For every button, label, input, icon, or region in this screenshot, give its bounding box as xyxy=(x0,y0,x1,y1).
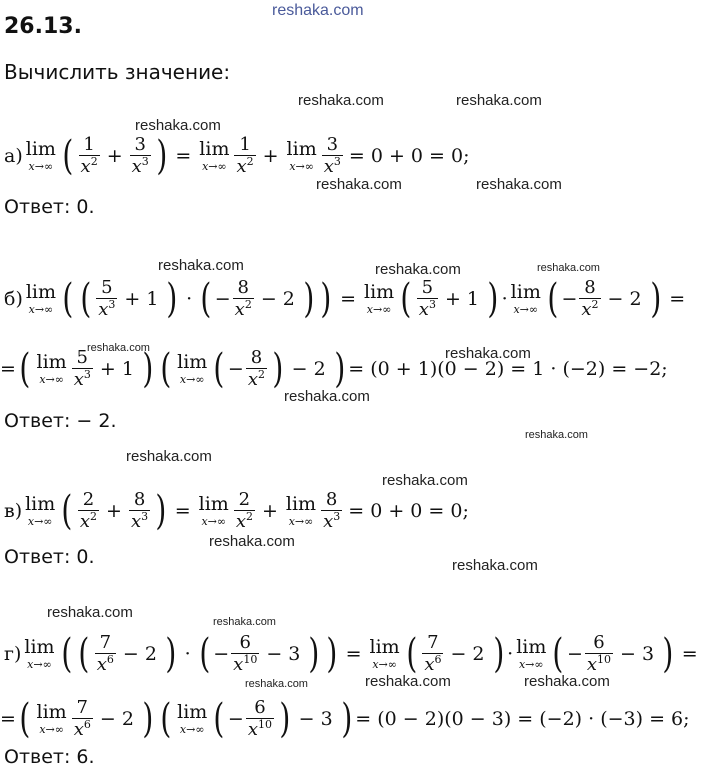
watermark: reshaka.com xyxy=(245,678,308,690)
result: = 0 + 0 = 0; xyxy=(348,500,469,522)
task-statement: Вычислить значение: xyxy=(4,60,231,84)
fraction: $\frac{8}{x^3}$ xyxy=(323,488,341,532)
item-label: а) xyxy=(4,145,23,167)
item-label: г) xyxy=(4,643,22,665)
watermark: reshaka.com xyxy=(298,92,384,109)
result: = 0 + 0 = 0; xyxy=(348,145,470,167)
fraction: $\frac{6}{x^{10}}$ xyxy=(247,696,272,740)
limit-operator: lim x→∞ xyxy=(25,138,56,173)
paren-open: ( xyxy=(62,133,74,179)
fraction: $\frac{5}{x^3}$ xyxy=(73,346,91,390)
watermark: reshaka.com xyxy=(382,472,468,489)
watermark: reshaka.com xyxy=(316,176,402,193)
fraction: $\frac{1}{x^2}$ xyxy=(236,133,254,177)
limit-operator: lim x→∞ xyxy=(24,636,55,671)
equation-g-line1: г) lim x→∞ ( ( $\frac{7}{x^6}$ − 2 ) · ( − $\frac{6}{x^{10}}$ − 3 ) ) = lim x→∞ ( $\frac{7}{x^6}$ − 2 ) · lim x→∞ ( − $\frac{6}{x^{10}}$ − 3 ) = xyxy=(4,631,698,677)
limit-operator: lim x→∞ xyxy=(198,493,229,528)
answer-g: Ответ: 6. xyxy=(4,746,95,768)
fraction: $\frac{2}{x^2}$ xyxy=(235,488,253,532)
equation-a: а) lim x→∞ ( $\frac{1}{x^2}$ + $\frac{3}{x^3}$ ) = lim x→∞ $\frac{1}{x^2}$ + lim x→∞ $\frac{3}{x^3}$ = 0 + 0 = 0; xyxy=(4,133,470,179)
watermark: reshaka.com xyxy=(209,533,295,550)
fraction: $\frac{8}{x^2}$ xyxy=(234,276,252,320)
limit-operator: lim x→∞ xyxy=(516,636,547,671)
watermark: reshaka.com xyxy=(452,557,538,574)
limit-operator: lim x→∞ xyxy=(25,281,57,316)
equation-b-line1: б) lim x→∞ ( ( $\frac{5}{x^3}$ + 1 ) · ( − $\frac{8}{x^2}$ − 2 ) ) = lim x→∞ ( $\frac{5}{x^3}$ + 1 ) · lim x→∞ ( − $\frac{8}{x^2}$ − 2 ) = xyxy=(4,276,686,322)
fraction: $\frac{7}{x^6}$ xyxy=(96,631,114,675)
watermark: reshaka.com xyxy=(135,117,221,134)
limit-operator: lim x→∞ xyxy=(510,281,541,316)
item-label: б) xyxy=(4,288,23,310)
watermark: reshaka.com xyxy=(525,429,588,441)
limit-operator: lim x→∞ xyxy=(177,701,208,736)
equation-b-line2: = ( lim x→∞ $\frac{5}{x^3}$ + 1 ) ( lim x→∞ ( − $\frac{8}{x^2}$ ) − 2 ) = (0 + 1)(0 − 2) = 1 · (−2) = −2; xyxy=(0,346,668,392)
watermark: reshaka.com xyxy=(158,257,244,274)
equation-g-line2: = ( lim x→∞ $\frac{7}{x^6}$ − 2 ) ( lim x→∞ ( − $\frac{6}{x^{10}}$ ) − 3 ) = (0 − 2)(0 − 3) = (−2) · (−3) = 6; xyxy=(0,696,690,742)
watermark: reshaka.com xyxy=(524,673,610,690)
fraction: $\frac{6}{x^{10}}$ xyxy=(586,631,612,675)
fraction: $\frac{3}{x^3}$ xyxy=(323,133,341,177)
fraction: $\frac{8}{x^2}$ xyxy=(247,346,265,390)
limit-operator: lim x→∞ xyxy=(36,701,67,736)
fraction: $\frac{1}{x^2}$ xyxy=(80,133,98,177)
answer-a: Ответ: 0. xyxy=(4,196,95,218)
limit-operator: lim x→∞ xyxy=(177,351,208,386)
limit-operator: lim x→∞ xyxy=(286,138,317,173)
limit-operator: lim x→∞ xyxy=(25,493,56,528)
fraction: $\frac{8}{x^2}$ xyxy=(581,276,599,320)
limit-operator: lim x→∞ xyxy=(199,138,230,173)
watermark: reshaka.com xyxy=(445,345,531,362)
watermark: reshaka.com xyxy=(126,448,212,465)
equation-v: в) lim x→∞ ( $\frac{2}{x^2}$ + $\frac{8}{x^3}$ ) = lim x→∞ $\frac{2}{x^2}$ + lim x→∞ $\frac{8}{x^3}$ = 0 + 0 = 0; xyxy=(4,488,469,534)
fraction: $\frac{7}{x^6}$ xyxy=(424,631,442,675)
watermark: reshaka.com xyxy=(537,262,600,274)
result: = (0 + 1)(0 − 2) = 1 · (−2) = −2; xyxy=(348,358,668,380)
watermark: reshaka.com xyxy=(375,261,461,278)
watermark: reshaka.com xyxy=(284,388,370,405)
item-label: в) xyxy=(4,500,23,522)
result: = (0 − 2)(0 − 3) = (−2) · (−3) = 6; xyxy=(355,708,690,730)
watermark: reshaka.com xyxy=(47,604,133,621)
fraction: $\frac{8}{x^3}$ xyxy=(130,488,149,532)
fraction: $\frac{3}{x^3}$ xyxy=(131,133,149,177)
fraction: $\frac{2}{x^2}$ xyxy=(79,488,98,532)
watermark: reshaka.com xyxy=(213,616,276,628)
limit-operator: lim x→∞ xyxy=(364,281,395,316)
problem-number: 26.13. xyxy=(4,14,82,39)
fraction: $\frac{5}{x^3}$ xyxy=(418,276,436,320)
limit-operator: lim x→∞ xyxy=(369,636,400,671)
watermark: reshaka.com xyxy=(365,673,451,690)
watermark: reshaka.com xyxy=(456,92,542,109)
fraction: $\frac{7}{x^6}$ xyxy=(73,696,91,740)
answer-v: Ответ: 0. xyxy=(4,546,95,568)
watermark: reshaka.com xyxy=(476,176,562,193)
limit-operator: lim x→∞ xyxy=(36,351,67,386)
answer-b: Ответ: − 2. xyxy=(4,410,117,432)
paren-close: ) xyxy=(156,133,168,179)
limit-operator: lim x→∞ xyxy=(285,493,317,528)
watermark: reshaka.com xyxy=(87,342,150,354)
top-watermark: reshaka.com xyxy=(272,2,364,19)
fraction: $\frac{5}{x^3}$ xyxy=(98,276,116,320)
fraction: $\frac{6}{x^{10}}$ xyxy=(233,631,258,675)
